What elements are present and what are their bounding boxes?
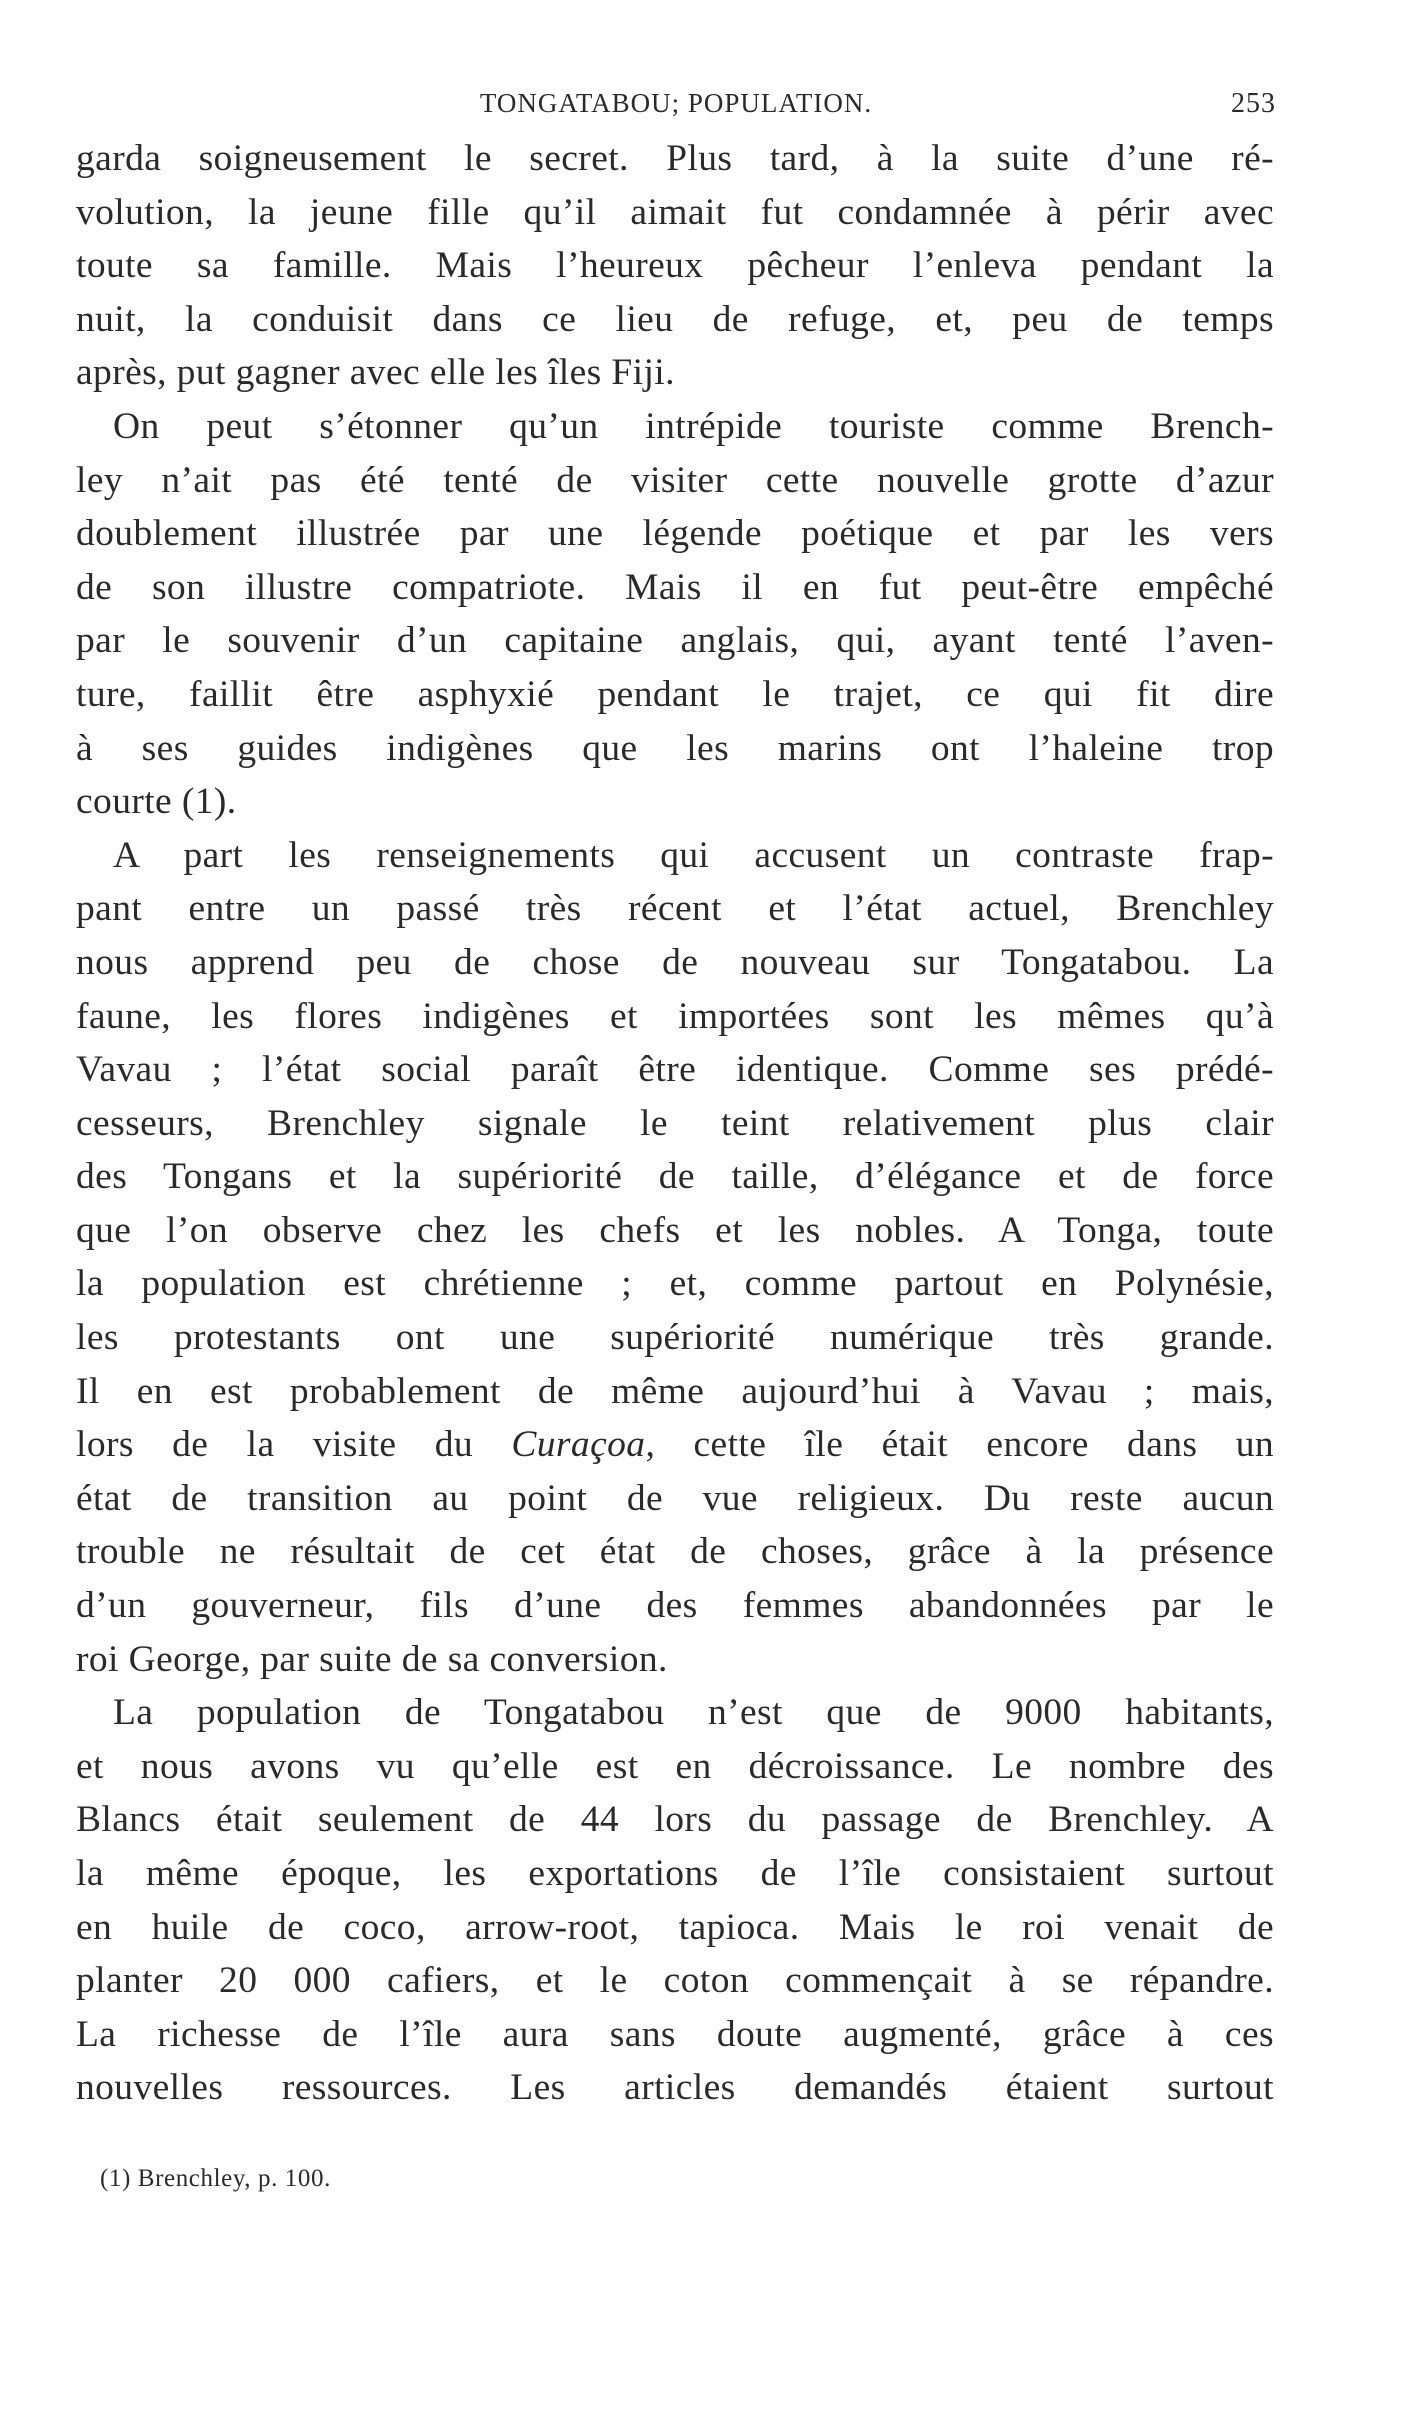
text-line: Blancs était seulement de 44 lors du passage de Brenchley. A (76, 1799, 1274, 1841)
running-head (76, 88, 1276, 128)
text-line: Vavau ; l’état social paraît être identique. Comme ses prédé- (76, 1049, 1274, 1091)
text-line: nous apprend peu de chose de nouveau sur Tongatabou. La (76, 941, 1274, 983)
text-line: faune, les flores indigènes et importées sont les mêmes qu’à (76, 995, 1274, 1037)
paragraph-2 (76, 400, 1274, 829)
text-line: par le souvenir d’un capitaine anglais, qui, ayant tenté l’aven- (76, 620, 1274, 662)
text-line: ture, faillit être asphyxié pendant le trajet, ce qui fit dire (76, 673, 1274, 715)
text-line: A part les renseignements qui accusent un contraste frap- (113, 834, 1274, 876)
text-line-with-italic (76, 1418, 1274, 1472)
text-segment: lors de la visite du (76, 1424, 512, 1466)
text-line: pant entre un passé très récent et l’état actuel, Brenchley (76, 888, 1274, 930)
text-line: à ses guides indigènes que les marins ont l’haleine trop (76, 727, 1274, 769)
text-line: et nous avons vu qu’elle est en décroissance. Le nombre des (76, 1745, 1274, 1787)
paragraph-4 (76, 1686, 1274, 2115)
running-title: TONGATABOU; POPULATION. (479, 88, 873, 118)
text-line: la population est chrétienne ; et, comme partout en Polynésie, (76, 1263, 1274, 1305)
text-line: les protestants ont une supériorité numérique très grande. (76, 1317, 1274, 1359)
text-line: après, put gagner avec elle les îles Fiji. (76, 352, 675, 394)
text-line: la même époque, les exportations de l’île consistaient surtout (76, 1853, 1274, 1894)
text-line: courte (1). (76, 781, 237, 823)
page-number: 253 (1231, 88, 1276, 119)
text-line: Il en est probablement de même aujourd’hui à Vavau ; mais, (76, 1370, 1274, 1412)
paragraph-3 (76, 829, 1274, 1687)
text-line: roi George, par suite de sa conversion. (76, 1638, 668, 1680)
text-line: doublement illustrée par une légende poétique et par les vers (76, 513, 1274, 555)
paragraph-1 (76, 132, 1274, 400)
body-text (76, 132, 1274, 2115)
text-line: d’un gouverneur, fils d’une des femmes abandonnées par le (76, 1585, 1274, 1627)
footnote: (1) Brenchley, p. 100. (100, 2165, 331, 2192)
text-line: des Tongans et la supériorité de taille, d’élégance et de force (76, 1156, 1274, 1198)
text-line: de son illustre compatriote. Mais il en fut peut-être empêché (76, 566, 1274, 608)
text-line: volution, la jeune fille qu’il aimait fut condamnée à périr avec (76, 191, 1274, 233)
ship-name: Curaçoa (511, 1424, 646, 1466)
text-line: toute sa famille. Mais l’heureux pêcheur l’enleva pendant la (76, 245, 1274, 287)
text-line: La richesse de l’île aura sans doute augmenté, grâce à ces (76, 2013, 1274, 2055)
text-line: état de transition au point de vue religieux. Du reste aucun (76, 1477, 1274, 1519)
text-segment: , cette île était encore dans un (645, 1424, 1274, 1466)
text-line: nouvelles ressources. Les articles demandés étaient surtout (76, 2067, 1274, 2109)
text-line: planter 20 000 cafiers, et le coton commençait à se répandre. (76, 1960, 1274, 2002)
text-line: cesseurs, Brenchley signale le teint relativement plus clair (76, 1102, 1274, 1144)
text-line: garda soigneusement le secret. Plus tard, à la suite d’une ré- (76, 138, 1274, 179)
text-line: ley n’ait pas été tenté de visiter cette nouvelle grotte d’azur (76, 459, 1274, 501)
text-line: On peut s’étonner qu’un intrépide touriste comme Brench- (113, 405, 1274, 447)
text-line: que l’on observe chez les chefs et les nobles. A Tonga, toute (76, 1209, 1274, 1251)
text-line: trouble ne résultait de cet état de choses, grâce à la présence (76, 1531, 1274, 1573)
text-line: nuit, la conduisit dans ce lieu de refuge, et, peu de temps (76, 298, 1274, 340)
text-line: en huile de coco, arrow-root, tapioca. Mais le roi venait de (76, 1906, 1274, 1948)
text-line: La population de Tongatabou n’est que de 9000 habitants, (113, 1692, 1274, 1734)
